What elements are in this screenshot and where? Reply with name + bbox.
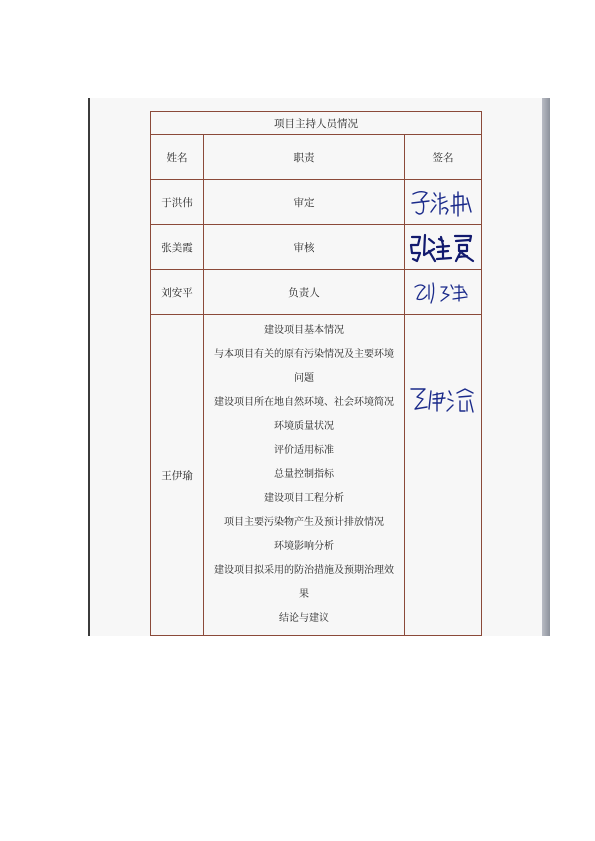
table-row: [151, 270, 482, 315]
duty-item: 与本项目有关的原有污染情况及主要环境问题: [214, 349, 394, 384]
duty-item: 建设项目所在地自然环境、社会环境简况: [214, 397, 394, 408]
signature-1: [405, 180, 482, 225]
table-title: 项目主持人员情况: [151, 112, 482, 135]
person-name: 张美霞: [151, 225, 204, 270]
duty-item: 总量控制指标: [274, 469, 334, 480]
personnel-table: [150, 111, 482, 636]
person-duty: 审核: [204, 225, 405, 270]
scan-edge-left: [88, 98, 90, 636]
duty-item: 建设项目基本情况: [264, 325, 344, 336]
duty-item: 建设项目拟采用的防治措施及预期治理效果: [214, 565, 394, 600]
person-name: 刘安平: [151, 270, 204, 315]
handwritten-signature: [407, 275, 479, 309]
signature-4: [405, 315, 482, 636]
handwritten-signature: [407, 227, 479, 267]
duty-list: [204, 315, 405, 636]
signature-3: [405, 270, 482, 315]
person-duty: 审定: [204, 180, 405, 225]
duty-item: 评价适用标准: [274, 445, 334, 456]
duty-item: 环境影响分析: [274, 541, 334, 552]
table-row: [151, 225, 482, 270]
handwritten-signature: [407, 381, 479, 417]
handwritten-signature: [407, 182, 479, 222]
duty-item: 项目主要污染物产生及预计排放情况: [224, 517, 384, 528]
person-name: 王伊瑜: [151, 315, 204, 636]
table-row: [151, 315, 482, 636]
duty-item: 环境质量状况: [274, 421, 334, 432]
header-name: 姓名: [151, 135, 204, 180]
person-duty: 负责人: [204, 270, 405, 315]
scan-edge-right: [542, 98, 550, 636]
header-duty: 职责: [204, 135, 405, 180]
duty-item: 结论与建议: [279, 613, 329, 624]
duty-item: 建设项目工程分析: [264, 493, 344, 504]
signature-2: [405, 225, 482, 270]
person-name: 于洪伟: [151, 180, 204, 225]
table-row: [151, 180, 482, 225]
header-signature: 签名: [405, 135, 482, 180]
